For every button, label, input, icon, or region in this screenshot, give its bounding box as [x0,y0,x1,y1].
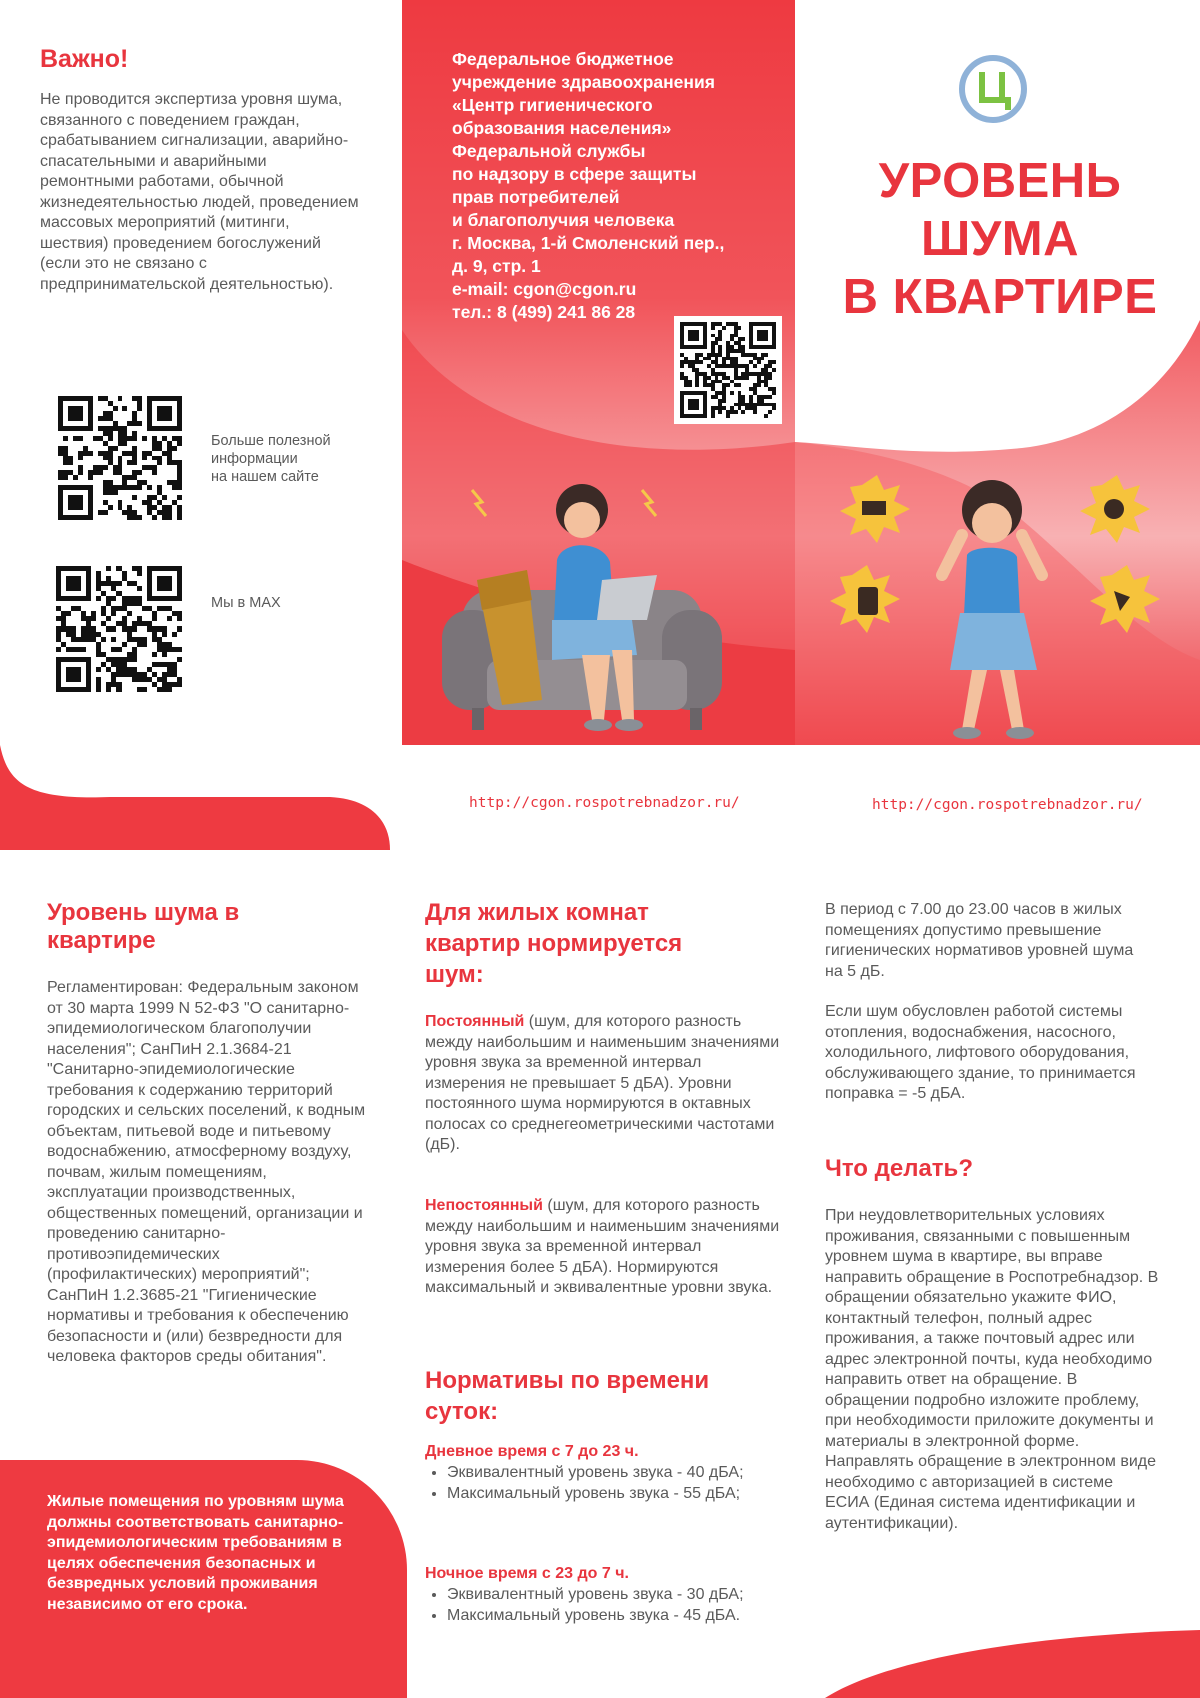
main-title-line: ШУМА [921,212,1079,266]
constant-label: Постоянный [425,1013,525,1030]
list-item: • Эквивалентный уровень звука - 30 дБА; [447,1585,747,1606]
qr-site-caption [211,432,331,486]
org-line: и благополучия человека [452,210,675,230]
org-line: «Центр гигиенического [452,95,653,115]
qr-site-caption-line: на нашем сайте [211,469,319,485]
col3-text3: При неудовлетворительных условиях проживания, связанными с повышенным уровнем шума в квартире, вы вправе направить обращение в Роспотребнадзор. В обращении обязательно укажите ФИО, контактный телефон, полный адрес проживания, а также почтовый адрес или адрес электронной почты, куда необходимо направить ответ на обращение. В обращении подробно изложите проблему, при необходимости приложите документы и материалы в электронной форме. Направлять обращение в электронном виде необходимо с авторизацией в системе ЕСИА (Единая система идентификации и аутентификации). [825,1207,1159,1532]
list-item: • Эквивалентный уровень звука - 40 дБА; [447,1463,747,1484]
col3-text2: Если шум обусловлен работой системы отопления, водоснабжения, насосного, холодильного, лифтового оборудования, обслуживающего здание, то принимается поправка = -5 дБА. [825,1003,1136,1102]
organization-info [452,48,797,324]
site-url-left[interactable]: http://cgon.rospotrebnadzor.ru/ [469,795,740,811]
bottom-red-text: Жилые помещения по уровням шума должны соответствовать санитарно-эпидемиологическим требованиям в целях обеспечения безопасных и безвредных условий проживания независимо от его срока. [47,1493,344,1613]
woman-on-sofa-illustration [432,470,742,740]
org-line: д. 9, стр. 1 [452,256,541,276]
org-line: прав потребителей [452,187,620,207]
org-phone[interactable]: тел.: 8 (499) 241 86 28 [452,302,636,322]
left-red-wave [0,745,402,850]
org-line: Федеральное бюджетное [452,49,674,69]
main-title-line: УРОВЕНЬ [878,154,1122,208]
list-item: • Максимальный уровень звука - 55 дБА; [447,1484,747,1505]
night-heading: Ночное время с 23 до 7 ч. [425,1565,629,1582]
constant-description: (шум, для которого разность между наибольшим и наименьшим значениями уровня звука за временной интервал измерения не превышает 5 дБА). Уровни постоянного шума нормируются в октавных полосах со среднегеометрическими частотами (дБ). [425,1013,780,1153]
qr-code-site[interactable] [58,396,182,520]
col3-text1: В период с 7.00 до 23.00 часов в жилых помещениях допустимо превышение гигиенических нормативов уровней шума на 5 дБ. [825,901,1134,980]
cgon-logo-icon [958,54,1028,124]
nonconstant-description: (шум, для которого разность между наибольшим и наименьшим значениями уровня звука за временной интервал измерения более 5 дБА). Нормируются максимальный и эквивалентные уровни звука. [425,1197,780,1296]
org-line: образования населения» [452,118,672,138]
qr-site-caption-line: Больше полезной [211,433,331,449]
col2-nonconstant-text [425,1196,780,1299]
org-line: учреждение здравоохранения [452,72,715,92]
org-line: г. Москва, 1-й Смоленский пер., [452,233,725,253]
nonconstant-label: Непостоянный [425,1197,543,1214]
main-title-line: В КВАРТИРЕ [842,270,1158,324]
org-email[interactable]: e-mail: cgon@cgon.ru [452,279,637,299]
norms-heading: Нормативы по времени суток: [425,1367,710,1425]
night-list [425,1585,747,1626]
col2-constant-text [425,1012,780,1156]
qr-site-caption-line: информации [211,451,298,467]
main-title [800,152,1200,326]
important-text: Не проводится экспертиза уровня шума, связанного с поведением граждан, срабатыванием сигнализации, аварийно-спасательными и аварийными ремонтными работами, обычной жизнедеятельностью людей, проведением массовых мероприятий (митинги, шествия) проведением богослужений (если это не связано с предпринимательской деятельностью). [40,91,359,293]
col2-heading: Для жилых комнат квартир нормируется шум: [425,899,683,988]
site-url-right[interactable]: http://cgon.rospotrebnadzor.ru/ [872,797,1143,813]
day-heading: Дневное время с 7 до 23 ч. [425,1443,639,1460]
woman-covering-ears-illustration [822,465,1162,745]
org-line: по надзору в сфере защиты [452,164,697,184]
org-line: Федеральной службы [452,141,646,161]
qr-max-caption: Мы в MAX [211,595,281,611]
what-to-do-heading: Что делать? [825,1155,973,1182]
qr-code-panel[interactable] [680,322,776,418]
list-item: • Максимальный уровень звука - 45 дБА. [447,1606,747,1627]
col1-text: Регламентирован: Федеральным законом от 30 марта 1999 N 52-ФЗ "О санитарно-эпидемиологическом благополучии населения"; СанПиН 2.1.3684-21 "Санитарно-эпидемиологические требования к содержанию территорий городских и сельских поселений, к водным объектам, питьевой воде и питьевому водоснабжению, атмосферному воздуху, почвам, жилым помещениям, эксплуатации производственных, общественных помещений, организации и проведению санитарно-противоэпидемических (профилактических) мероприятий"; СанПиН 1.2.3685-21 "Гигиенические нормативы и требования к обеспечению безопасности и (или) безвредности для человека факторов среды обитания". [47,979,366,1365]
col1-heading: Уровень шума в квартире [47,899,240,954]
day-list [425,1463,747,1504]
qr-code-max[interactable] [56,566,182,692]
bottom-right-red-wave [825,1630,1200,1698]
important-title: Важно! [40,45,129,73]
